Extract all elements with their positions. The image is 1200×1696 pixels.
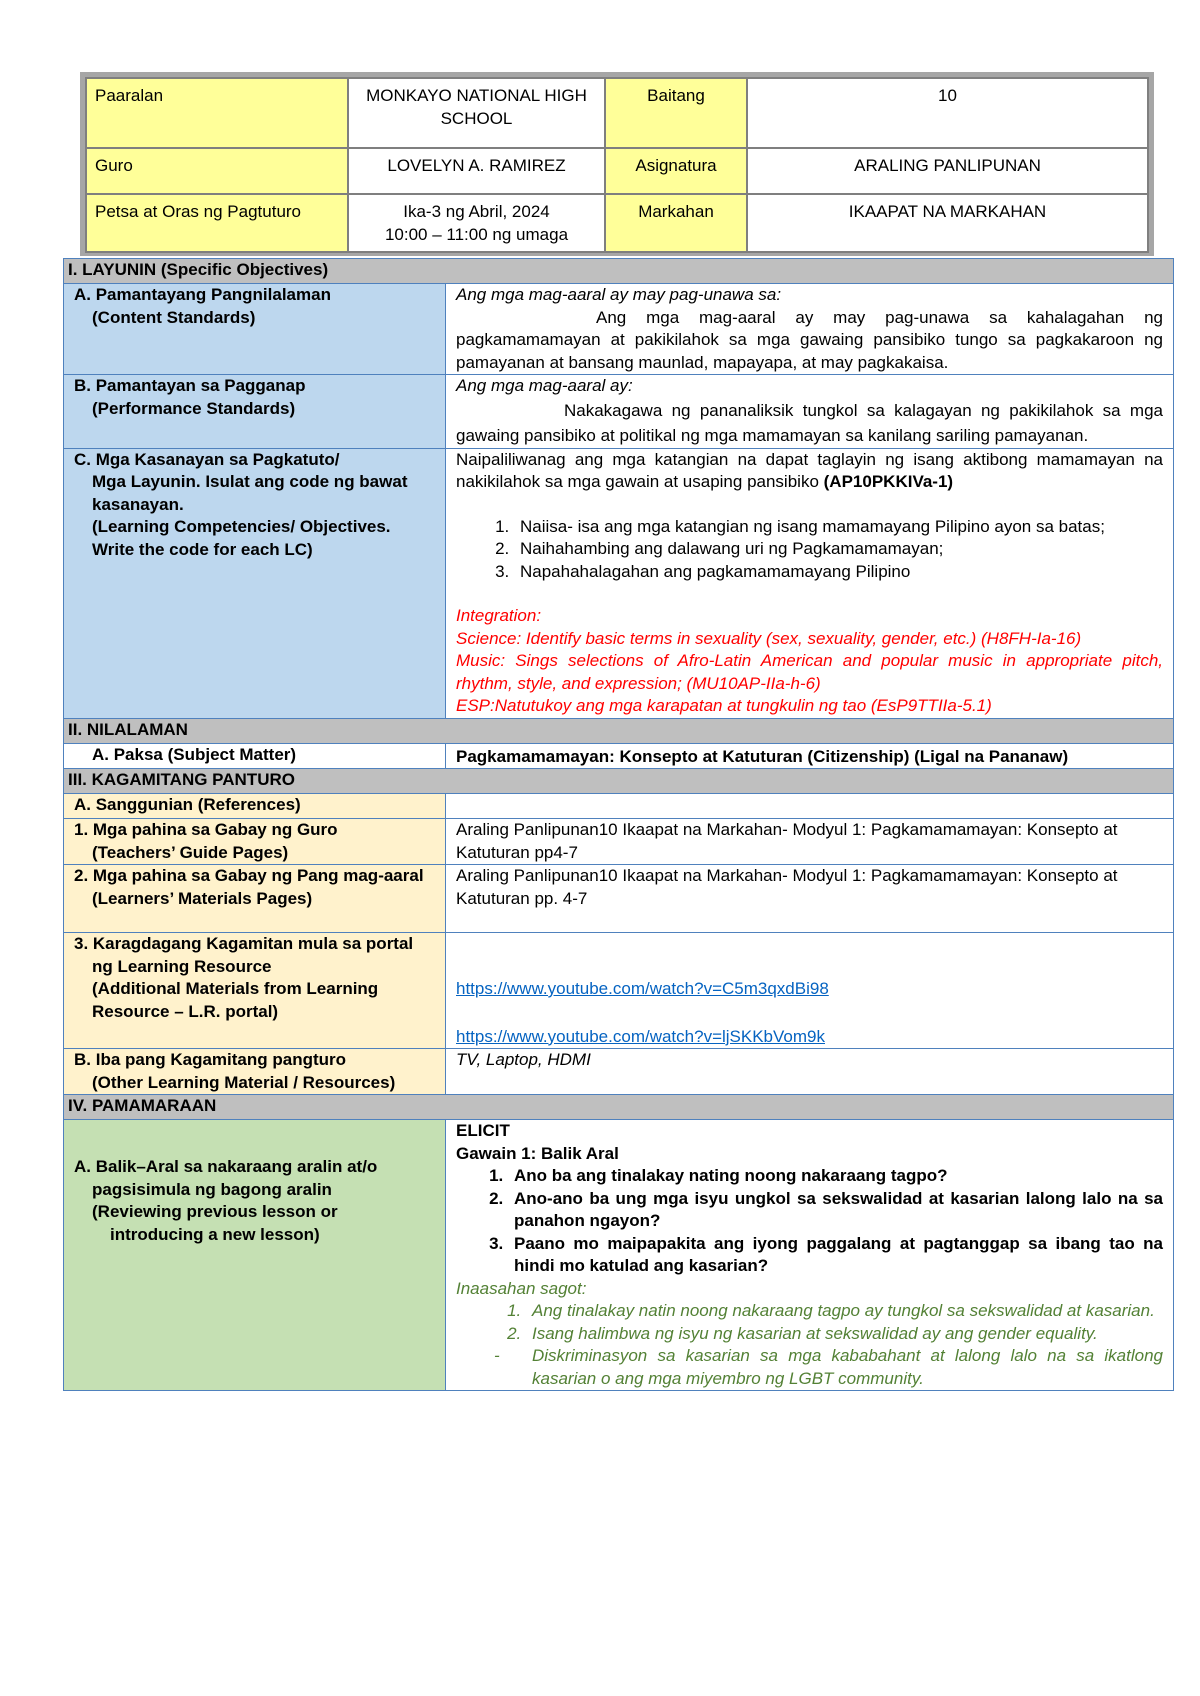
lesson-plan-table bbox=[63, 258, 1174, 1391]
learning-competencies-label: C. Mga Kasanayan sa Pagkatuto/ Mga Layunin. Isulat ang code ng bawat kasanayan. (Learning Competencies/ Objectives. Write the code for each LC) bbox=[64, 448, 446, 718]
additional-materials-label: 3. Karagdagang Kagamitan mula sa portal ng Learning Resource (Additional Materials from Learning Resource – L.R. portal) bbox=[64, 933, 446, 1049]
learners-materials-label: 2. Mga pahina sa Gabay ng Pang mag-aaral (Learners’ Materials Pages) bbox=[64, 865, 446, 933]
header-table bbox=[80, 72, 1154, 256]
subject-matter-text: Pagkamamamayan: Konsepto at Katuturan (Citizenship) (Ligal na Pananaw) bbox=[446, 743, 1174, 769]
section-kagamitan: III. KAGAMITANG PANTURO bbox=[64, 769, 1174, 794]
performance-standards-text: Ang mga mag-aaral ay: Nakakagawa ng pananaliksik tungkol sa kalagayan ng pakikilahok sa mga gawaing pansibiko at politikal ng mga mamamayan sa kanilang sariling pamayanan. bbox=[446, 375, 1174, 449]
references-empty bbox=[446, 794, 1174, 819]
review-lesson-content bbox=[446, 1120, 1174, 1391]
integration-esp: ESP:Natutukoy ang mga karapatan at tungkulin ng tao (EsP9TTIIa-5.1) bbox=[456, 696, 992, 715]
references-label: A. Sanggunian (References) bbox=[64, 794, 446, 819]
additional-materials-links bbox=[446, 933, 1174, 1049]
youtube-link-1[interactable]: https://www.youtube.com/watch?v=C5m3qxdBi98 bbox=[456, 979, 829, 998]
guro-label: Guro bbox=[86, 148, 348, 194]
list-item: 2. Ano-ano ba ung mga isyu ungkol sa sekswalidad at kasarian lalong lalo na sa panahon ngayon? bbox=[508, 1188, 1163, 1233]
teachers-guide-label: 1. Mga pahina sa Gabay ng Guro (Teachers’ Guide Pages) bbox=[64, 819, 446, 865]
expected-answers-heading: Inaasahan sagot: bbox=[456, 1278, 587, 1298]
list-item: 3. Paano mo maipapakita ang iyong paggalang at pagtanggap sa ibang tao na hindi mo katulad ang kasarian? bbox=[508, 1233, 1163, 1278]
integration-science: Science: Identify basic terms in sexuality (sex, sexuality, gender, etc.) (H8FH-Ia-16) bbox=[456, 628, 1082, 648]
paaralan-value: MONKAYO NATIONAL HIGH SCHOOL bbox=[348, 78, 605, 148]
section-nilalaman: II. NILALAMAN bbox=[64, 718, 1174, 743]
teachers-guide-text: Araling Panlipunan10 Ikaapat na Markahan- Modyul 1: Pagkamamamayan: Konsepto at Katuturan pp4-7 bbox=[446, 819, 1174, 865]
list-item: 1. Naiisa- isa ang mga katangian ng isang mamamayang Pilipino ayon sa batas; bbox=[514, 516, 1163, 539]
elicit-heading: ELICIT bbox=[456, 1121, 510, 1140]
integration-title: Integration: bbox=[456, 606, 542, 625]
list-item: 1. Ano ba ang tinalakay nating noong nakaraang tagpo? bbox=[508, 1165, 1163, 1188]
asignatura-label: Asignatura bbox=[605, 148, 747, 194]
objectives-list bbox=[456, 516, 1163, 584]
guro-value: LOVELYN A. RAMIREZ bbox=[348, 148, 605, 194]
section-pamamaraan: IV. PAMAMARAAN bbox=[64, 1095, 1174, 1120]
content-standards-label: A. Pamantayang Pangnilalaman (Content Standards) bbox=[64, 284, 446, 375]
content-standards-text: Ang mga mag-aaral ay may pag-unawa sa: Ang mga mag-aaral ay may pag-unawa sa kahalagahan ng pagkamamamayan at pakikilahok sa mga gawaing pansibiko tungo sa pagkakaroon ng pamayanan at bansang maunlad, mapayapa, at may pagkakaisa. bbox=[446, 284, 1174, 375]
learning-competencies-text: Naipaliliwanag ang mga katangian na dapat taglayin ng isang aktibong mamamayan na nakikilahok sa mga gawain at usaping pansibiko (AP10PKKIVa-1) 1. Naiisa- isa ang mga katangian ng isang mamamayang Pilipino ayon sa batas; 2. Naihahambing ang dalawang uri ng Pagkamamamayan; 3. Napahahalagahan ang pagkamamamayang Pilipino Integration: Science: Identify basic terms in sexuality (sex, sexuality, gender, etc.) (H8FH-Ia-16) Music: Sings selections of Afro-Latin American and popular music in appropriate pitch, rhythm, style, and expression; (MU10AP-IIa-h-6) ESP:Natutukoy ang mga karapatan at tungkulin ng tao (EsP9TTIIa-5.1) bbox=[446, 448, 1174, 718]
answers-list bbox=[456, 1300, 1163, 1345]
petsa-label: Petsa at Oras ng Pagtuturo bbox=[86, 194, 348, 252]
list-item: 3. Napahahalagahan ang pagkamamamayang Pilipino bbox=[514, 561, 1163, 584]
other-materials-label: B. Iba pang Kagamitang pangturo (Other Learning Material / Resources) bbox=[64, 1049, 446, 1095]
performance-standards-label: B. Pamantayan sa Pagganap (Performance Standards) bbox=[64, 375, 446, 449]
markahan-value: IKAAPAT NA MARKAHAN bbox=[747, 194, 1148, 252]
questions-list bbox=[456, 1165, 1163, 1278]
list-item: 2. Naihahambing ang dalawang uri ng Pagkamamamayan; bbox=[514, 538, 1163, 561]
baitang-label: Baitang bbox=[605, 78, 747, 148]
integration-music: Music: Sings selections of Afro-Latin American and popular music in appropriate pitch, rhythm, style, and expression; (MU10AP-IIa-h-6) bbox=[456, 651, 1163, 693]
baitang-value: 10 bbox=[747, 78, 1148, 148]
other-materials-text: TV, Laptop, HDMI bbox=[446, 1049, 1174, 1095]
subject-matter-label: A. Paksa (Subject Matter) bbox=[64, 743, 446, 769]
review-lesson-label: A. Balik–Aral sa nakaraang aralin at/o pagsisimula ng bagong aralin (Reviewing previous lesson or introducing a new lesson) bbox=[64, 1120, 446, 1391]
list-item: 1. Ang tinalakay natin noong nakaraang tagpo ay tungkol sa sekswalidad at kasarian. bbox=[526, 1300, 1163, 1323]
youtube-link-2[interactable]: https://www.youtube.com/watch?v=ljSKKbVom9k bbox=[456, 1026, 825, 1046]
paaralan-label: Paaralan bbox=[86, 78, 348, 148]
learners-materials-text: Araling Panlipunan10 Ikaapat na Markahan- Modyul 1: Pagkamamamayan: Konsepto at Katuturan pp. 4-7 bbox=[446, 865, 1174, 933]
list-item: 2. Isang halimbwa ng isyu ng kasarian at sekswalidad ay ang gender equality. bbox=[526, 1323, 1163, 1346]
markahan-label: Markahan bbox=[605, 194, 747, 252]
gawain-heading: Gawain 1: Balik Aral bbox=[456, 1143, 619, 1163]
asignatura-value: ARALING PANLIPUNAN bbox=[747, 148, 1148, 194]
dash-answer: - Diskriminasyon sa kasarian sa mga kababahant at lalong lalo na sa ikatlong kasarian o ang mga miyembro ng LGBT community. bbox=[494, 1346, 1163, 1388]
section-layunin: I. LAYUNIN (Specific Objectives) bbox=[64, 259, 1174, 284]
petsa-value: Ika-3 ng Abril, 2024 10:00 – 11:00 ng umaga bbox=[348, 194, 605, 252]
